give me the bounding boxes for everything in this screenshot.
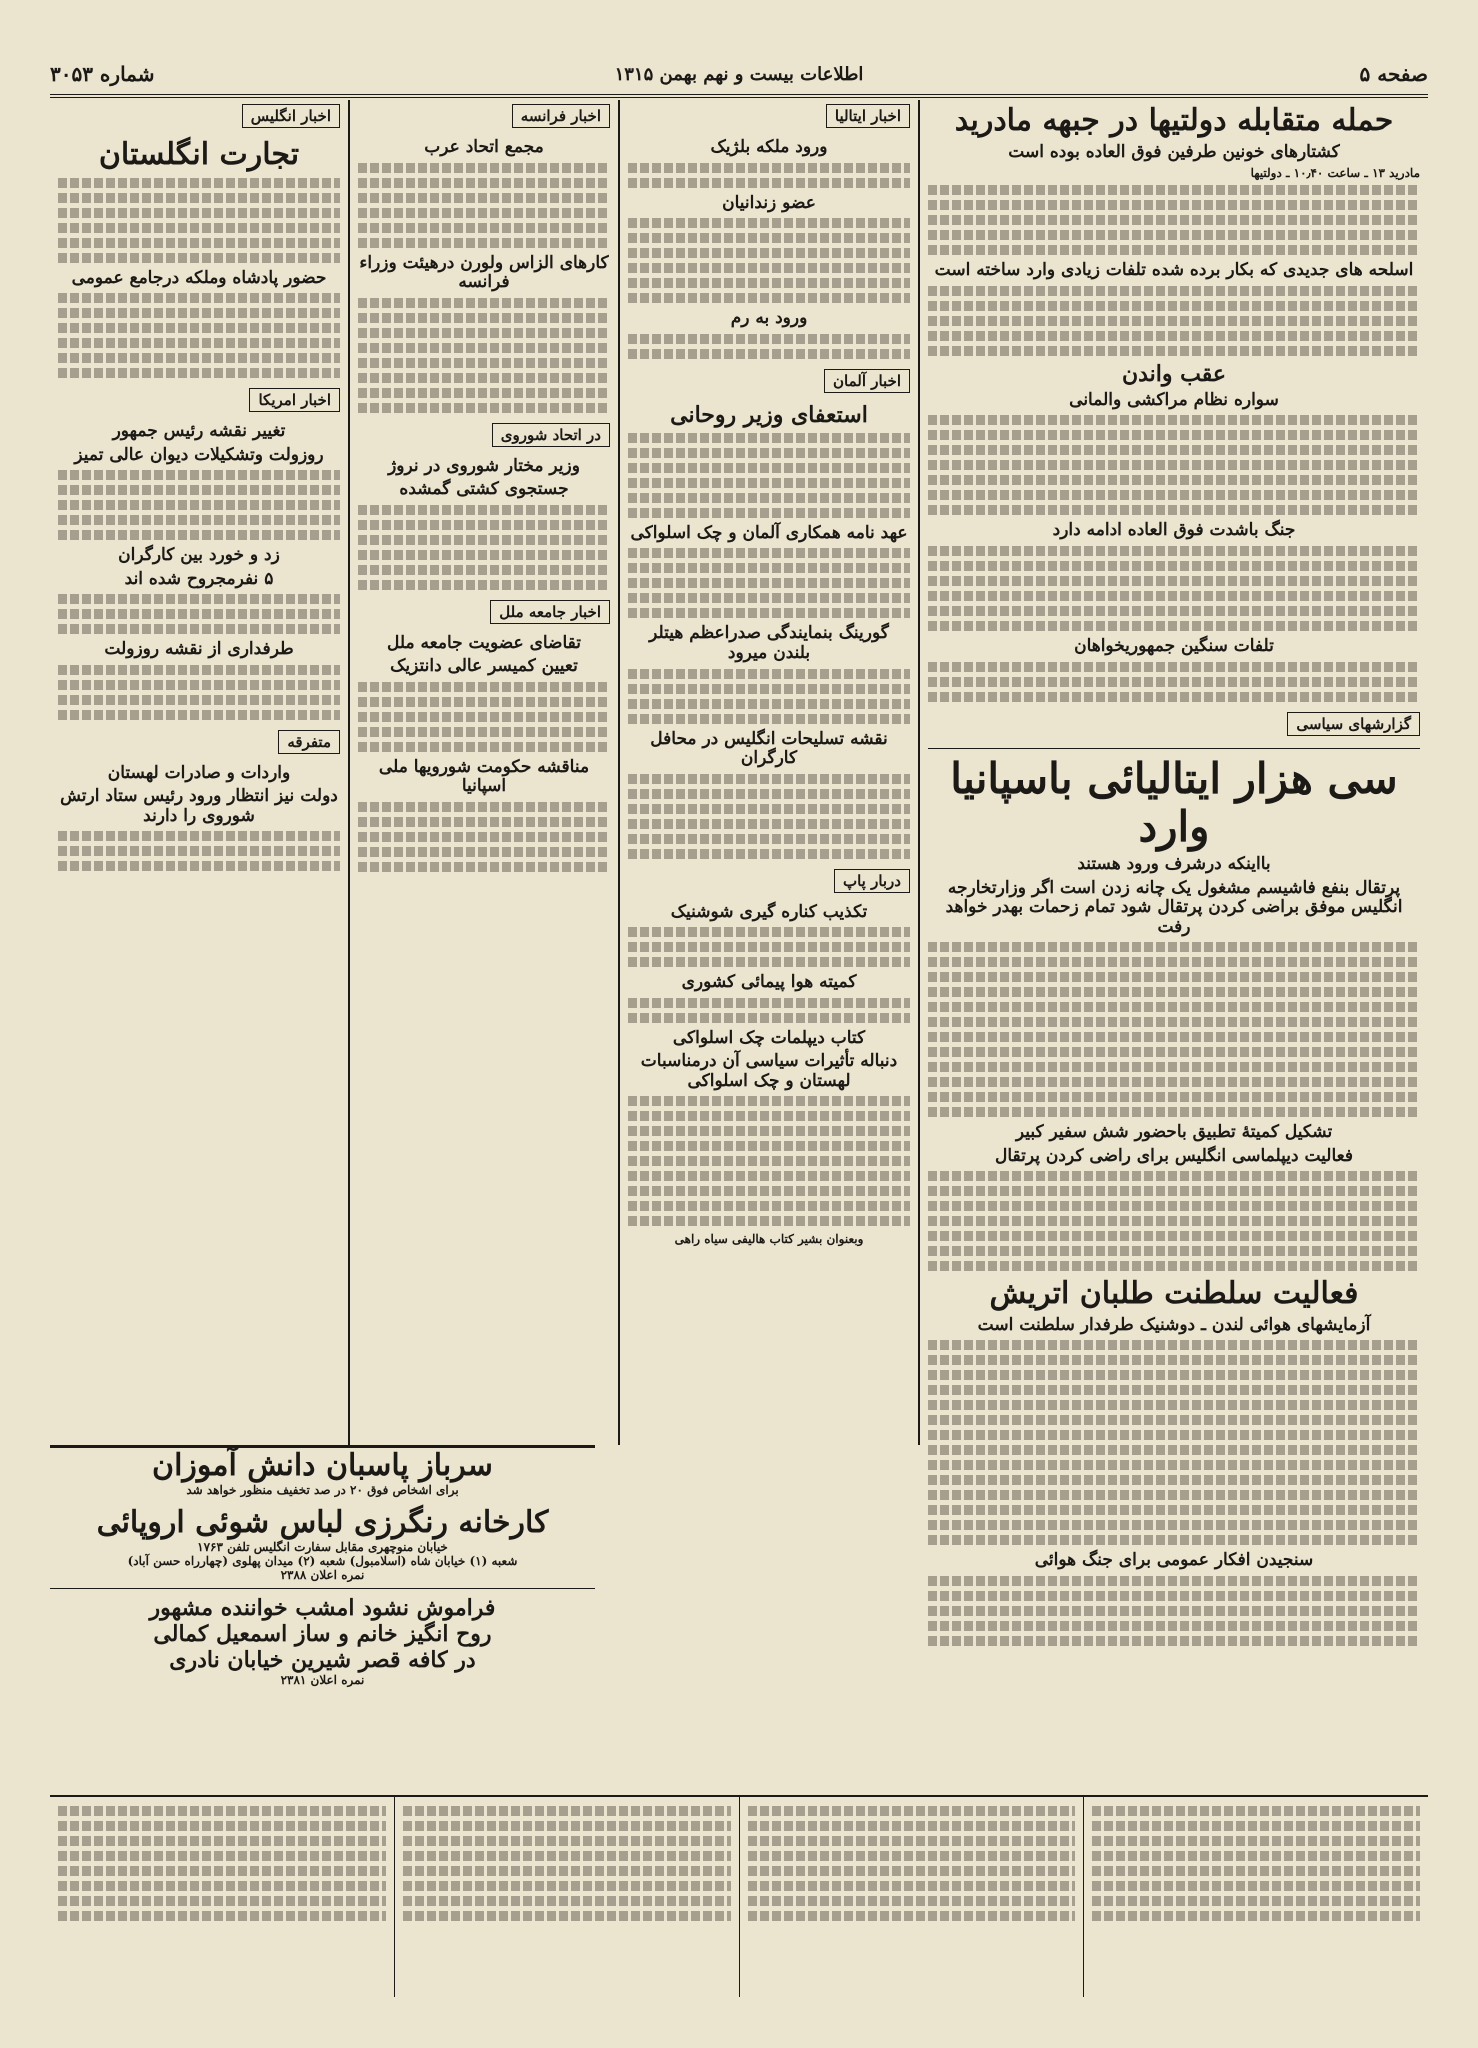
headline-belgian-queen: ورود ملکه بلژیک bbox=[710, 137, 828, 157]
subhead-arriving: بااینکه درشرف ورود هستند bbox=[1077, 854, 1271, 875]
headline-workers: زد و خورد بین کارگران bbox=[118, 545, 280, 566]
article-text bbox=[928, 185, 1420, 255]
headline-austria: فعالیت سلطنت طلبان اتریش bbox=[989, 1276, 1359, 1312]
headline-poland-trade: واردات و صادرات لهستان bbox=[107, 762, 291, 783]
headline-danzig: تعیین کمیسر عالی دانتزیک bbox=[390, 656, 578, 677]
headline-treaty: عهد نامه همکاری آلمان و چک اسلواکی bbox=[630, 522, 908, 543]
column-spain bbox=[918, 100, 1428, 1571]
headline-schuschnigg: تکذیب کناره گیری شوشنیک bbox=[670, 901, 868, 922]
section-label: اخبار جامعه ملل bbox=[490, 600, 610, 624]
section-label: اخبار انگلیس bbox=[242, 104, 340, 128]
headline-committee: تشکیل کمیتهٔ تطبیق باحضور شش سفیر کبیر bbox=[1015, 1122, 1333, 1143]
headline-air-war: سنجیدن افکار عمومی برای جنگ هوائی bbox=[1034, 1550, 1314, 1571]
headline-poland-czech: دنباله تأثیرات سیاسی آن درمناسبات لهستان و چک اسلواکی bbox=[640, 1051, 898, 1091]
headline-trade: تجارت انگلستان bbox=[98, 137, 300, 172]
ad-concert-number: نمره اعلان ۲۳۸۱ bbox=[280, 1673, 365, 1687]
dateline: مادرید ۱۳ ـ ساعت ۱۰٫۴۰ ـ دولتیها bbox=[1250, 166, 1420, 181]
article-text bbox=[928, 1576, 1420, 1646]
ad-discount: برای اشخاص فوق ۲۰ در صد تخفیف منظور خواهد شد bbox=[186, 1483, 459, 1497]
article-text bbox=[928, 1340, 1420, 1545]
headline-soviet-minister: وزیر مختار شوروی در نروژ bbox=[388, 455, 580, 476]
headline-armament: نقشه تسلیحات انگلیس در محافل کارگران bbox=[650, 728, 888, 769]
article-text bbox=[928, 942, 1420, 1117]
headline-goering: گورینگ بنمایندگی صدراعظم هیتلر بلندن میرود bbox=[649, 623, 889, 664]
issue-number: شماره ۳۰۵۳ bbox=[50, 62, 155, 86]
ad-laundry: کارخانه رنگرزی لباس شوئی اروپائی bbox=[96, 1505, 549, 1540]
headline-madrid: حمله متقابله دولتیها در جبهه مادرید bbox=[954, 103, 1394, 138]
section-label: گزارشهای سیاسی bbox=[1287, 712, 1420, 736]
ad-concert-3: در کافه قصر شیرین خیابان نادری bbox=[169, 1647, 476, 1673]
section-label: اخبار امریکا bbox=[249, 388, 340, 412]
headline-resignation: استعفای وزیر روحانی bbox=[670, 401, 868, 428]
section-label: اخبار آلمان bbox=[824, 369, 910, 393]
headline-diplomacy: فعالیت دیپلماسی انگلیس برای راضی کردن پرتقال bbox=[995, 1145, 1353, 1166]
article-text bbox=[928, 286, 1420, 356]
headline-aviation: کمیته هوا پیمائی کشوری bbox=[681, 972, 857, 993]
ad-concert-2: روح انگیز خانم و ساز اسمعیل کمالی bbox=[153, 1621, 492, 1647]
headline-new-weapons: اسلحه های جدیدی که بکار برده شده تلفات زیادی وارد ساخته است bbox=[934, 260, 1414, 281]
article-text bbox=[928, 415, 1420, 515]
article-text bbox=[928, 546, 1420, 631]
issue-date: اطلاعات بیست و نهم بهمن ۱۳۱۵ bbox=[614, 63, 864, 85]
ad-branches: شعبه (۱) خیابان شاه (اسلامبول) شعبه (۲) میدان پهلوی (چهارراه حسن آباد) bbox=[127, 1554, 518, 1568]
ad-concert-1: فراموش نشود امشب خواننده مشهور bbox=[149, 1595, 496, 1621]
headline-membership: تقاضای عضویت جامعه ملل bbox=[387, 632, 581, 653]
subhead-austria: آزمایشهای هوائی لندن ـ دوشنیک طرفدار سلطنت است bbox=[977, 1314, 1371, 1335]
headline-soviet-spain: مناقشه حکومت شورویها ملی اسپانیا bbox=[378, 756, 590, 797]
headline-italians-spain: سی هزار ایتالیائی باسپانیا وارد bbox=[950, 753, 1398, 851]
column-france-ussr bbox=[348, 100, 618, 1445]
section-label: در اتحاد شوروی bbox=[492, 423, 610, 447]
headline-injured: ۵ نفرمجروح شده اند bbox=[124, 568, 274, 589]
subhead-portugal: پرتقال بنفع فاشیسم مشغول یک چانه زدن است اگر وزارتخارجه انگلیس موفق براضی کردن پرتقال شود تمام زحمات بهدر خواهد رفت bbox=[945, 877, 1403, 937]
page-number: صفحه ۵ bbox=[1359, 62, 1428, 86]
headline-prisoners: عضو زندانیان bbox=[722, 192, 816, 213]
masthead bbox=[50, 54, 1428, 98]
headline-rome: ورود به رم bbox=[730, 308, 808, 329]
headline-retreat: عقب واندن bbox=[1121, 360, 1227, 387]
headline-cavalry: سواره نظام مراکشی والمانی bbox=[1069, 389, 1279, 410]
headline-president: تغییر نقشه رئیس جمهور bbox=[112, 421, 286, 442]
headline-soviet-staff: دولت نیز انتظار ورود رئیس ستاد ارتش شوروی را دارند bbox=[60, 786, 338, 826]
headline-lost-ship: جستجوی کشتی گمشده bbox=[399, 479, 569, 500]
subhead-casualties: کشتارهای خونین طرفین فوق العاده بوده است bbox=[1008, 141, 1340, 162]
ad-address: خیابان منوچهری مقابل سفارت انگلیس تلفن ۱۷۶۳ bbox=[197, 1540, 448, 1554]
column-england-america bbox=[50, 100, 348, 1445]
ad-number: نمره اعلان ۲۳۸۸ bbox=[280, 1568, 365, 1582]
article-text bbox=[928, 1171, 1420, 1271]
section-label: دربار پاپ bbox=[834, 869, 910, 893]
ad-soldiers: سرباز پاسبان دانش آموزان bbox=[152, 1448, 493, 1483]
headline-fighting: جنگ باشدت فوق العاده ادامه دارد bbox=[1052, 520, 1296, 541]
byline: وبعنوان بشیر کتاب هالیفی سیاه راهی bbox=[674, 1232, 864, 1247]
section-label: اخبار ایتالیا bbox=[826, 104, 910, 128]
advertisement-area bbox=[50, 1445, 595, 1793]
section-label: اخبار فرانسه bbox=[512, 104, 610, 128]
headline-arab-union: مجمع اتحاد عرب bbox=[424, 137, 544, 157]
headline-roosevelt: روزولت وتشکیلات دیوان عالی تمیز bbox=[74, 444, 324, 465]
headline-heavy-losses: تلفات سنگین جمهوریخواهان bbox=[1074, 635, 1274, 656]
bottom-text bbox=[50, 1795, 1428, 1997]
article-text bbox=[928, 662, 1420, 702]
headline-king-queen: حضور پادشاه وملکه درجامع عمومی bbox=[71, 267, 327, 288]
headline-support: طرفداری از نقشه روزولت bbox=[104, 639, 294, 660]
column-italy-germany bbox=[618, 100, 918, 1445]
headline-alsace: کارهای الزاس ولورن درهیئت وزراء فرانسه bbox=[359, 252, 609, 293]
section-label: متفرقه bbox=[278, 730, 340, 754]
headline-czech-book: کتاب دیپلمات چک اسلواکی bbox=[672, 1027, 866, 1048]
